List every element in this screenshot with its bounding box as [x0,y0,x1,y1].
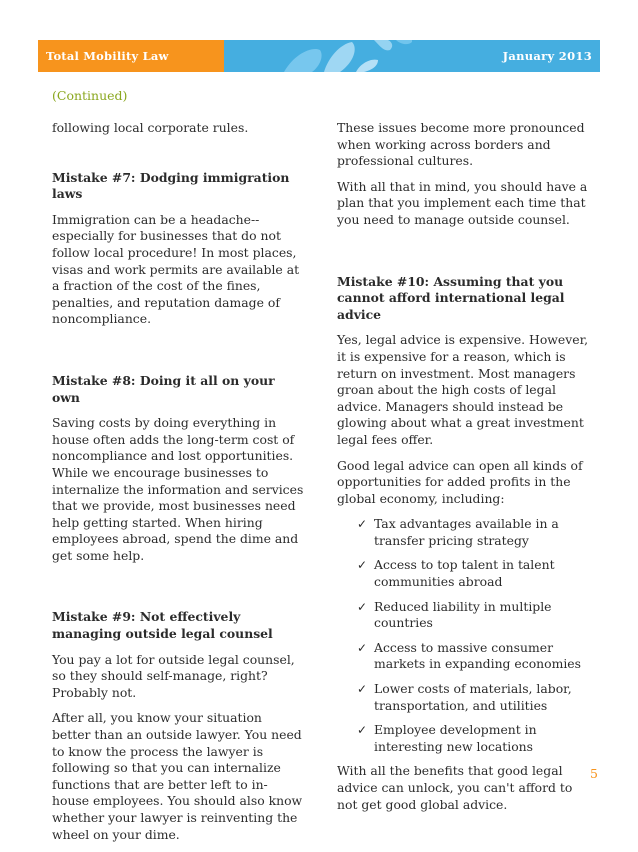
mistake9-paragraph-1: You pay a lot for outside legal counsel, so they should self-manage, right? Probably not. [52,651,295,700]
header-blue-band [224,40,600,72]
closing-paragraph: With all the benefits that good legal advice can unlock, you can't afford to not get good global advice. [337,763,573,812]
newsletter-title: Total Mobility Law [46,49,169,63]
mistake8-paragraph: Saving costs by doing everything in house often adds the long-term cost of noncompliance and lost opportunities. While we encourage businesses to internalize the information and services that we provide, most businesses need help getting started. When hiring employees abroad, spend the dime and get some help. [52,415,304,563]
checkmark-icon: ✓ [357,599,368,614]
checkmark-icon: ✓ [357,640,368,655]
mistake10-paragraph-1: Yes, legal advice is expensive. However, it is expensive for a reason, which is return on investment. Most managers groan about the high costs of legal advice. Managers should instead be glowing about what a great investment legal fees offer. [337,332,589,447]
checkmark-icon: ✓ [357,517,368,532]
mistake8-heading: Mistake #8: Doing it all on your own [52,372,275,405]
left-column [52,120,304,852]
mistake10-paragraph-2: Good legal advice can open all kinds of opportunities for added profits in the global economy, including: [337,457,583,506]
mistake9-heading: Mistake #9: Not effectively managing outside legal counsel [52,609,273,642]
list-item: ✓ Access to top talent in talent communities abroad [357,557,555,590]
mistake10-heading: Mistake #10: Assuming that you cannot afford international legal advice [337,273,565,322]
header-orange-band [38,40,224,72]
page-header [38,40,600,72]
continued-label: (Continued) [52,88,128,103]
list-item: ✓ Access to massive consumer markets in expanding economies [357,639,581,672]
list-item: ✓ Lower costs of materials, labor, transportation, and utilities [357,681,572,713]
list-item: ✓ Employee development in interesting new locations [357,722,537,754]
counsel-paragraph-1: These issues become more pronounced when working across borders and professional cultures. [337,120,585,169]
mistake9-paragraph-2: After all, you know your situation better than an outside lawyer. You need to know the process the lawyer is following so that you can internalize functions that are better left to in-house employees. You should also know whether your lawyer is reinventing the wheel on your dime. [52,710,303,842]
mistake7-paragraph: Immigration can be a headache--especially for businesses that do not follow local procedure! In most places, visas and work permits are available at a fraction of the cost of the fines, penalties, and reputation damage of noncompliance. [52,211,300,327]
checkmark-icon: ✓ [357,682,368,697]
issue-date: January 2013 [502,49,592,63]
list-item: ✓ Tax advantages available in a transfer pricing strategy [357,516,559,548]
checkmark-icon: ✓ [357,723,368,738]
mistake7-heading: Mistake #7: Dodging immigration laws [52,169,290,202]
benefits-list [337,516,589,755]
list-item: ✓ Reduced liability in multiple countries [357,598,552,631]
right-column [337,120,589,822]
intro-text: following local corporate rules. [52,120,249,135]
counsel-paragraph-2: With all that in mind, you should have a plan that you implement each time that you need to manage outside counsel. [337,178,588,227]
page-number: 5 [590,766,598,781]
checkmark-icon: ✓ [357,558,368,573]
